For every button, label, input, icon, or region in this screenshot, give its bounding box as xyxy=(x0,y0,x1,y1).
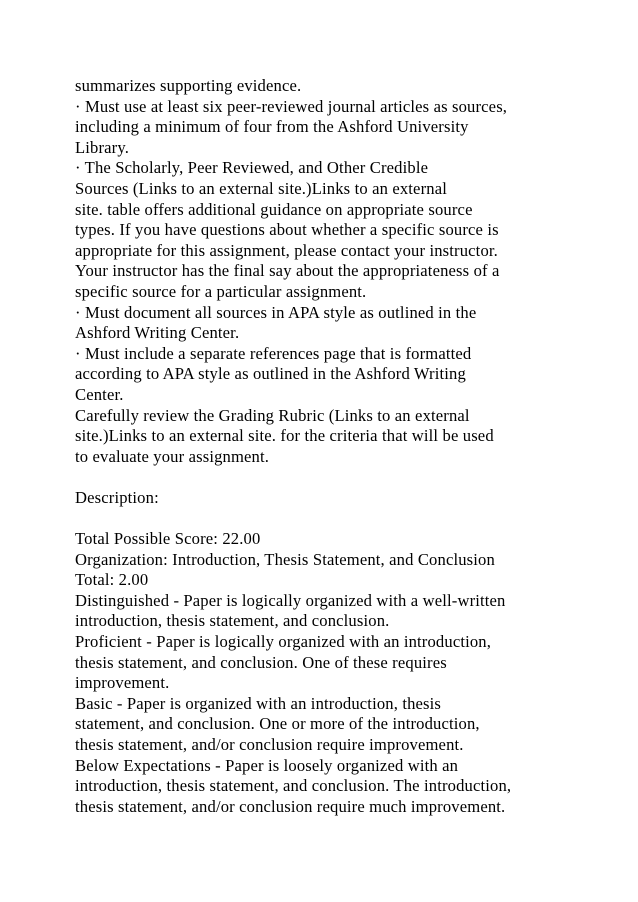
text-line: according to APA style as outlined in the Ashford Writing xyxy=(75,364,466,384)
text-line: site. table offers additional guidance on appropriate source xyxy=(75,199,473,219)
text-line: to evaluate your assignment. xyxy=(75,446,270,466)
text-line: · The Scholarly, Peer Reviewed, and Other Credible xyxy=(75,158,429,178)
text-line: Proficient - Paper is logically organized with an introduction, xyxy=(75,632,492,652)
text-line: improvement. xyxy=(75,673,170,693)
text-line: Below Expectations - Paper is loosely organized with an xyxy=(75,755,459,775)
text-line: · Must use at least six peer-reviewed journal articles as sources, xyxy=(75,96,508,116)
text-line: introduction, thesis statement, and conclusion. The introduction, xyxy=(75,776,512,796)
text-line: thesis statement, and/or conclusion require improvement. xyxy=(75,735,464,754)
text-line: types. If you have questions about whether a specific source is xyxy=(75,220,499,240)
text-line: Distinguished - Paper is logically organized with a well-written xyxy=(75,590,506,610)
text-line: Ashford Writing Center. xyxy=(75,323,240,343)
text-line: specific source for a particular assignment. xyxy=(75,281,367,301)
text-line: introduction, thesis statement, and conclusion. xyxy=(75,611,390,631)
text-line: summarizes supporting evidence. xyxy=(75,76,302,95)
text-line: Description: xyxy=(75,487,159,507)
text-line xyxy=(75,467,623,488)
text-line: Library. xyxy=(75,137,130,157)
text-line: Your instructor has the final say about the appropriateness of a xyxy=(75,261,500,281)
text-line: Basic - Paper is organized with an introduction, thesis xyxy=(75,693,442,713)
text-line: including a minimum of four from the Ashford University xyxy=(75,117,469,137)
text-line: thesis statement, and/or conclusion require much improvement. xyxy=(75,796,506,816)
text-line: Carefully review the Grading Rubric (Links to an external xyxy=(75,405,470,425)
text-line: site.)Links to an external site. for the criteria that will be used xyxy=(75,426,494,446)
text-line: Organization: Introduction, Thesis Statement, and Conclusion xyxy=(75,549,495,569)
text-line: thesis statement, and conclusion. One of these requires xyxy=(75,652,447,672)
text-line xyxy=(75,508,623,529)
text-line: · Must document all sources in APA style as outlined in the xyxy=(75,302,477,322)
text-line: Total Possible Score: 22.00 xyxy=(75,529,261,549)
text-line: · Must include a separate references page that is formatted xyxy=(75,343,472,363)
text-line: Center. xyxy=(75,384,124,404)
text-line: Total: 2.00 xyxy=(75,570,149,590)
document-page xyxy=(75,76,623,817)
text-line: appropriate for this assignment, please contact your instructor. xyxy=(75,240,498,260)
text-line: statement, and conclusion. One or more of the introduction, xyxy=(75,714,480,734)
text-line: Sources (Links to an external site.)Links to an external xyxy=(75,178,447,198)
